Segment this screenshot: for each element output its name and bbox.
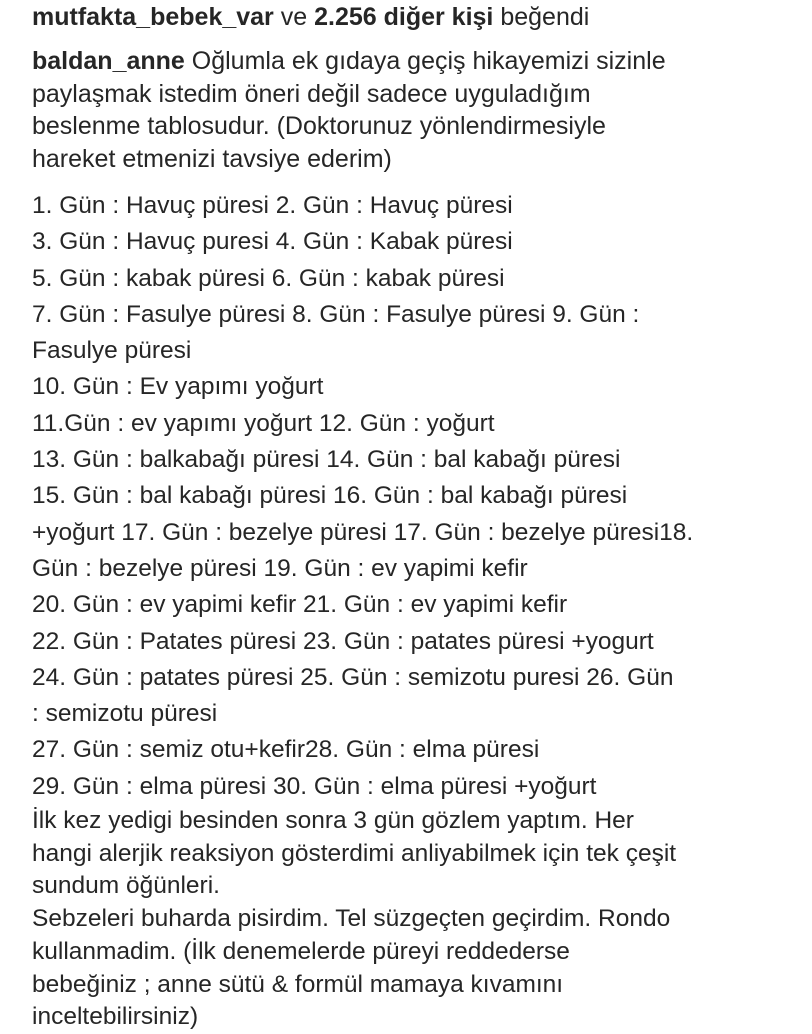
instagram-post-caption (32, 0, 802, 1034)
liker-username-link[interactable]: mutfakta_bebek_var (32, 3, 274, 31)
note-line: sundum öğünleri. (32, 872, 220, 900)
note-line: inceltebilirsiniz) (32, 1003, 199, 1031)
schedule-line: 15. Gün : bal kabağı püresi 16. Gün : bal kabağı püresi (32, 482, 628, 510)
note-line: kullanmadim. (İlk denemelerde püreyi reddederse (32, 937, 570, 965)
note-line: İlk kez yedigi besinden sonra 3 gün gözlem yaptım. Her (32, 807, 634, 835)
caption-text-line: hareket etmenizi tavsiye ederim) (32, 144, 392, 173)
note-line: Sebzeleri buharda pisirdim. Tel süzgeçten geçirdim. Rondo (32, 905, 671, 933)
schedule-line: 13. Gün : balkabağı püresi 14. Gün : bal kabağı püresi (32, 446, 621, 474)
caption-text-line: paylaşmak istedim öneri değil sadece uyguladığım (32, 79, 591, 108)
schedule-line: 1. Gün : Havuç püresi 2. Gün : Havuç püresi (32, 192, 513, 219)
schedule-line: 7. Gün : Fasulye püresi 8. Gün : Fasulye püresi 9. Gün : (32, 300, 640, 328)
schedule-line: 5. Gün : kabak püresi 6. Gün : kabak püresi (32, 264, 505, 292)
caption-intro (32, 45, 802, 175)
note-line: hangi alerjik reaksiyon gösterdimi anliyabilmek için tek çeşit (32, 839, 677, 867)
preparation-notes (32, 805, 802, 1034)
feeding-schedule (32, 188, 802, 805)
likes-suffix: beğendi (500, 3, 590, 31)
schedule-line: 22. Gün : Patates püresi 23. Gün : patates püresi +yogurt (32, 627, 654, 655)
caption-text-line: beslenme tablosudur. (Doktorunuz yönlendirmesiyle (32, 112, 606, 140)
schedule-line: 3. Gün : Havuç puresi 4. Gün : Kabak püresi (32, 228, 513, 256)
schedule-line: 10. Gün : Ev yapımı yoğurt (32, 373, 324, 401)
schedule-line: Gün : bezelye püresi 19. Gün : ev yapimi kefir (32, 554, 528, 582)
caption-text-line: Oğlumla ek gıdaya geçiş hikayemizi sizinle (191, 47, 666, 75)
schedule-line: : semizotu püresi (32, 700, 218, 728)
likes-connector: ve (280, 3, 308, 31)
schedule-line: 24. Gün : patates püresi 25. Gün : semizotu puresi 26. Gün (32, 663, 674, 691)
author-username-link[interactable]: baldan_anne (32, 47, 185, 75)
schedule-line: 29. Gün : elma püresi 30. Gün : elma püresi +yoğurt (32, 772, 597, 800)
likes-summary[interactable] (32, 1, 802, 34)
schedule-line: +yoğurt 17. Gün : bezelye püresi 17. Gün : bezelye püresi18. (32, 518, 694, 546)
schedule-line: 20. Gün : ev yapimi kefir 21. Gün : ev yapimi kefir (32, 591, 568, 619)
note-line: bebeğiniz ; anne sütü & formül mamaya kıvamını (32, 970, 564, 998)
caption-first-line (32, 45, 802, 78)
schedule-line: 27. Gün : semiz otu+kefir28. Gün : elma püresi (32, 736, 540, 764)
likes-count[interactable]: 2.256 diğer kişi (314, 3, 494, 31)
schedule-line: Fasulye püresi (32, 337, 192, 365)
schedule-line: 11.Gün : ev yapımı yoğurt 12. Gün : yoğurt (32, 409, 495, 437)
